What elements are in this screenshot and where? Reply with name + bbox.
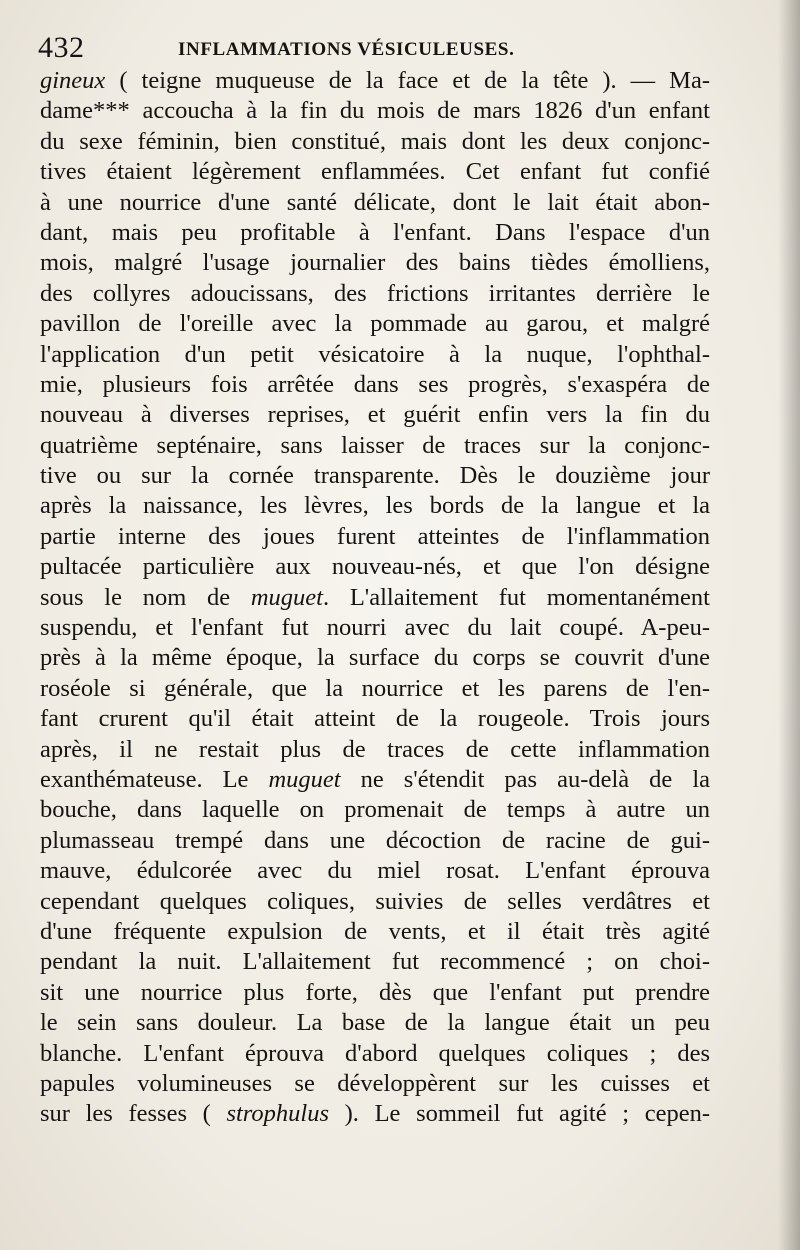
text-line: le sein sans douleur. La base de la langue était un peu	[40, 1009, 710, 1037]
text-line: du sexe féminin, bien constitué, mais dont les deux conjonc-	[40, 127, 710, 155]
text-line: des collyres adoucissans, des frictions irritantes derrière le	[40, 279, 710, 307]
text-line: après la naissance, les lèvres, les bords de la langue et la	[40, 492, 710, 520]
text-line: sur les fesses ( strophulus ). Le sommeil fut agité ; cepen-	[40, 1100, 710, 1128]
text-line: blanche. L'enfant éprouva d'abord quelques coliques ; des	[40, 1039, 710, 1067]
running-head: INFLAMMATIONS VÉSICULEUSES.	[178, 39, 515, 60]
page-header	[38, 28, 738, 68]
text-line: mauve, édulcorée avec du miel rosat. L'enfant éprouva	[40, 857, 710, 885]
text-line: exanthémateuse. Le muguet ne s'étendit pas au-delà de la	[40, 765, 711, 793]
text-line: papules volumineuses se développèrent sur les cuisses et	[40, 1069, 710, 1097]
text-line: sous le nom de muguet. L'allaitement fut momentanément	[40, 583, 710, 611]
text-line: près à la même époque, la surface du corps se couvrit d'une	[40, 644, 710, 672]
text-line: d'une fréquente expulsion de vents, et il était très agité	[40, 917, 710, 945]
text-line: partie interne des joues furent atteintes de l'inflammation	[40, 522, 710, 550]
text-line: bouche, dans laquelle on promenait de temps à autre un	[40, 796, 710, 824]
text-line: nouveau à diverses reprises, et guérit enfin vers la fin du	[40, 401, 710, 429]
text-line: roséole si générale, que la nourrice et les parens de l'en-	[40, 674, 710, 702]
text-line: quatrième septénaire, sans laisser de traces sur la conjonc-	[40, 431, 710, 459]
text-line: fant crurent qu'il était atteint de la rougeole. Trois jours	[40, 705, 710, 733]
text-line: mie, plusieurs fois arrêtée dans ses progrès, s'exaspéra de	[40, 370, 710, 398]
text-line: suspendu, et l'enfant fut nourri avec du lait coupé. A-peu-	[40, 614, 710, 642]
text-line: pultacée particulière aux nouveau-nés, et que l'on désigne	[40, 553, 710, 581]
page-number: 432	[38, 31, 85, 64]
text-line: sit une nourrice plus forte, dès que l'enfant put prendre	[40, 978, 710, 1006]
text-line: tives étaient légèrement enflammées. Cet enfant fut confié	[40, 158, 710, 186]
text-line: dame*** accoucha à la fin du mois de mars 1826 d'un enfant	[40, 97, 710, 125]
text-line: pendant la nuit. L'allaitement fut recommencé ; on choi-	[40, 948, 710, 976]
text-line: après, il ne restait plus de traces de cette inflammation	[40, 735, 710, 763]
text-line: pavillon de l'oreille avec la pommade au garou, et malgré	[40, 310, 710, 338]
text-line: tive ou sur la cornée transparente. Dès le douzième jour	[40, 462, 710, 490]
text-line: cependant quelques coliques, suivies de selles verdâtres et	[40, 887, 710, 915]
page-edge-shadow	[778, 0, 800, 1250]
body-text	[40, 66, 710, 1130]
text-line: plumasseau trempé dans une décoction de racine de gui-	[40, 826, 710, 854]
text-line: à une nourrice d'une santé délicate, dont le lait était abon-	[40, 188, 710, 216]
text-line: gineux ( teigne muqueuse de la face et de la tête ). — Ma-	[40, 67, 710, 94]
text-line: l'application d'un petit vésicatoire à la nuque, l'ophthal-	[40, 340, 710, 368]
text-line: mois, malgré l'usage journalier des bains tièdes émolliens,	[40, 249, 710, 277]
text-line: dant, mais peu profitable à l'enfant. Dans l'espace d'un	[40, 218, 710, 246]
